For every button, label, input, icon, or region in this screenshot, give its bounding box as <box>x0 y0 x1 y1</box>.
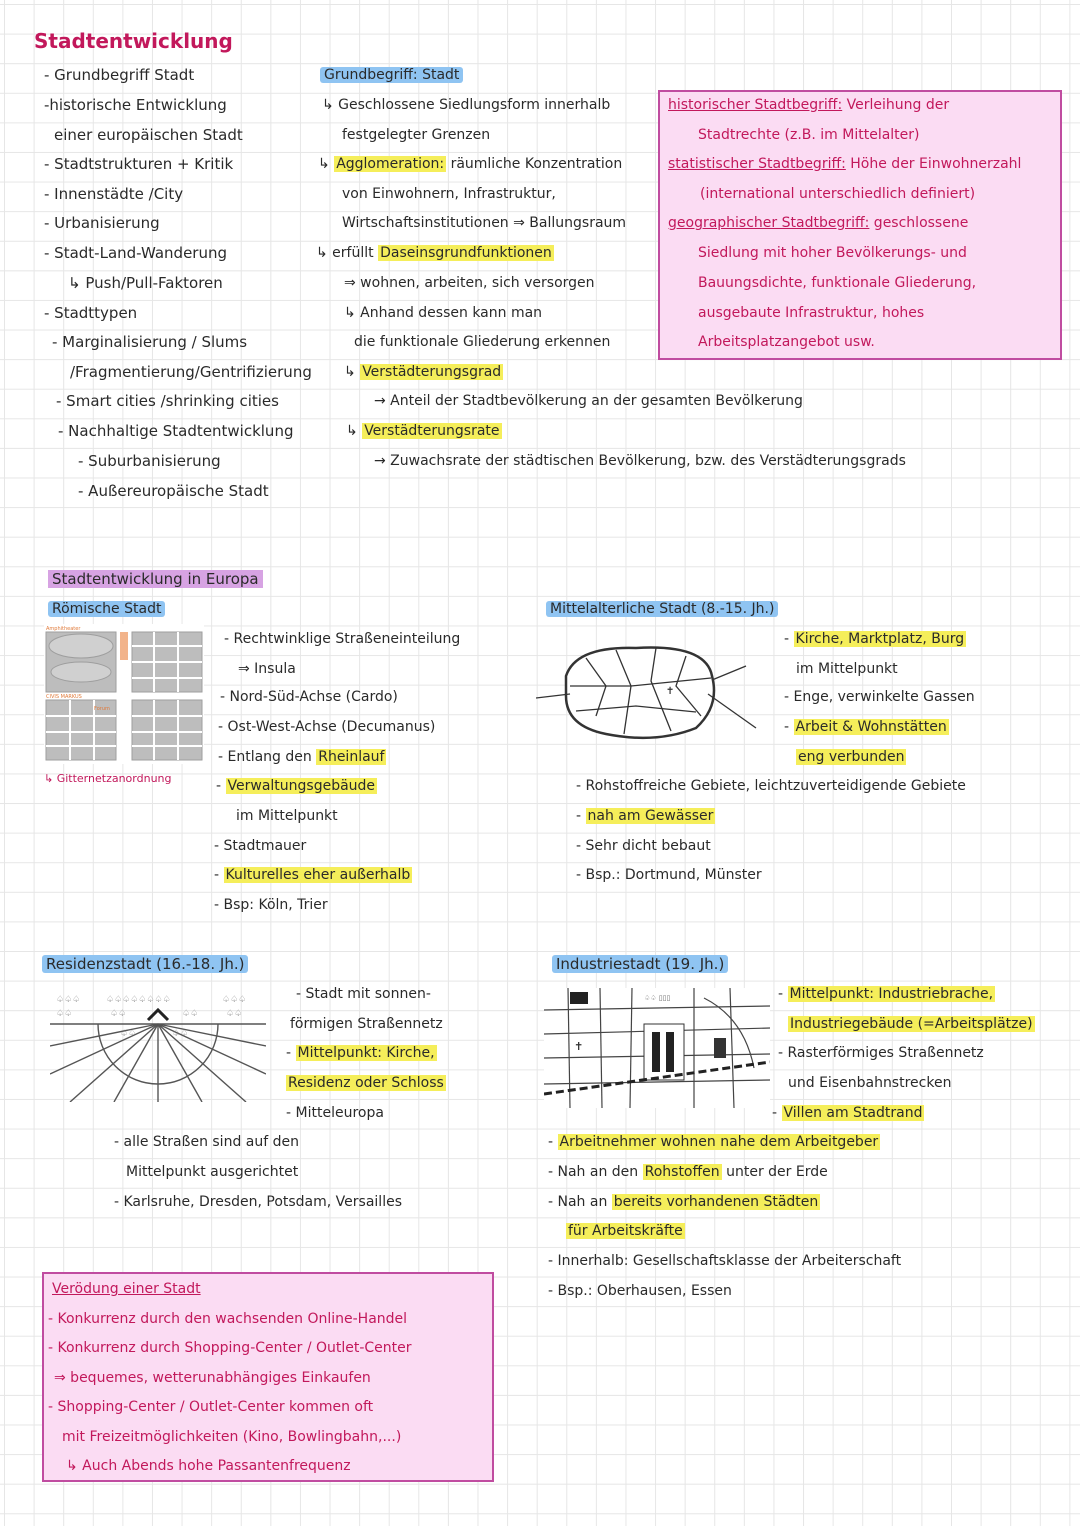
map-caption: ↳ Gitternetzanordnung <box>44 772 172 785</box>
text-line: - Rechtwinklige Straßeneinteilung <box>224 631 461 647</box>
svg-text:♤♤: ♤♤ <box>120 1029 137 1039</box>
text-line: → Zuwachsrate der städtischen Bevölkerung, bzw. des Verstädterungsgrads <box>374 453 906 469</box>
text-line: mit Freizeitmöglichkeiten (Kino, Bowlingbahn,...) <box>62 1429 402 1445</box>
text-line: und Eisenbahnstrecken <box>788 1075 952 1091</box>
text-line: - Konkurrenz durch Shopping-Center / Outlet-Center <box>48 1340 412 1356</box>
text-line: für Arbeitskräfte <box>568 1223 683 1239</box>
text-line: - Sehr dicht bebaut <box>576 838 711 854</box>
text-line: - Innerhalb: Gesellschaftsklasse der Arbeiterschaft <box>548 1253 902 1269</box>
text-line: ⇒ Insula <box>238 661 296 677</box>
text-line: - Kirche, Marktplatz, Burg <box>784 631 965 647</box>
text-line: im Mittelpunkt <box>236 808 338 824</box>
text-line: ⇒ bequemes, wetterunabhängiges Einkaufen <box>54 1370 371 1386</box>
text-line: ↳ Auch Abends hohe Passantenfrequenz <box>66 1458 351 1474</box>
text-line: - Nah an den Rohstoffen unter der Erde <box>548 1164 828 1180</box>
list-item: - Innenstädte /City <box>44 185 184 203</box>
text-line: Wirtschaftsinstitutionen ⇒ Ballungsraum <box>342 215 627 231</box>
text-line: - Nah an bereits vorhandenen Städten <box>548 1194 819 1210</box>
svg-text:♤♤: ♤♤ <box>110 1009 127 1019</box>
text-line: - Nord-Süd-Achse (Cardo) <box>220 689 398 705</box>
text-line: festgelegter Grenzen <box>342 127 491 143</box>
text-line: ↳ Agglomeration: räumliche Konzentration <box>318 156 623 172</box>
list-item: - Smart cities /shrinking cities <box>56 392 279 410</box>
text-line: förmigen Straßennetz <box>290 1016 443 1032</box>
list-item: - Marginalisierung / Slums <box>52 333 248 351</box>
text-line: Bauungsdichte, funktionale Gliederung, <box>698 275 977 291</box>
text-line: - Kulturelles eher außerhalb <box>214 867 411 883</box>
text-line: Residenz oder Schloss <box>288 1075 444 1091</box>
text-line: - Karlsruhe, Dresden, Potsdam, Versailles <box>114 1194 402 1210</box>
text-line: - Enge, verwinkelte Gassen <box>784 689 975 705</box>
list-item: - Grundbegriff Stadt <box>44 66 195 84</box>
text-line: eng verbunden <box>798 749 905 765</box>
text-line: - Mittelpunkt: Industriebrache, <box>778 986 994 1002</box>
text-line: ↳ Verstädterungsrate <box>346 423 500 439</box>
industrial-city-map-icon <box>544 988 770 1108</box>
text-line: ausgebaute Infrastruktur, hohes <box>698 305 925 321</box>
text-line: - Villen am Stadtrand <box>772 1105 923 1121</box>
text-line: - Rohstoffreiche Gebiete, leichtzuverteidigende Gebiete <box>576 778 966 794</box>
section-heading: Mittelalterliche Stadt (8.-15. Jh.) <box>546 600 778 618</box>
text-line: statistischer Stadtbegriff: Höhe der Einwohnerzahl <box>668 156 1022 172</box>
text-line: Mittelpunkt ausgerichtet <box>126 1164 299 1180</box>
text-line: ↳ erfüllt Daseinsgrundfunktionen <box>316 245 552 261</box>
list-item: - Außereuropäische Stadt <box>78 482 269 500</box>
svg-text:♤♤: ♤♤ <box>226 1009 243 1019</box>
text-line: → Anteil der Stadtbevölkerung an der gesamten Bevölkerung <box>374 393 803 409</box>
text-line: - Stadt mit sonnen- <box>296 986 431 1002</box>
text-line: Stadtrechte (z.B. im Mittelalter) <box>698 127 920 143</box>
list-item: - Urbanisierung <box>44 214 160 232</box>
svg-text:✝: ✝ <box>666 686 675 697</box>
list-item: /Fragmentierung/Gentrifizierung <box>70 363 312 381</box>
text-line: - Stadtmauer <box>214 838 307 854</box>
text-line: - Verwaltungsgebäude <box>216 778 376 794</box>
list-item: - Nachhaltige Stadtentwicklung <box>58 422 294 440</box>
text-line: historischer Stadtbegriff: Verleihung der <box>668 97 950 113</box>
svg-text:♤♤♤: ♤♤♤ <box>222 995 247 1005</box>
section-heading: Grundbegriff: Stadt <box>320 66 463 84</box>
text-line: - Konkurrenz durch den wachsenden Online-Handel <box>48 1311 408 1327</box>
map-label: Amphitheater <box>46 626 81 632</box>
text-line: die funktionale Gliederung erkennen <box>354 334 611 350</box>
text-line: - Arbeit & Wohnstätten <box>784 719 947 735</box>
text-line: - Bsp.: Dortmund, Münster <box>576 867 762 883</box>
section-heading: Stadtentwicklung in Europa <box>48 570 263 588</box>
text-line: ↳ Geschlossene Siedlungsform innerhalb <box>322 97 611 113</box>
svg-text:♤♤: ♤♤ <box>182 1009 199 1019</box>
text-line: Arbeitsplatzangebot usw. <box>698 334 875 350</box>
map-label: Forum <box>94 706 110 712</box>
text-line: geographischer Stadtbegriff: geschlossene <box>668 215 969 231</box>
list-item: -historische Entwicklung <box>44 96 227 114</box>
text-line: - Arbeitnehmer wohnen nahe dem Arbeitgeber <box>548 1134 879 1150</box>
list-item: - Stadt-Land-Wanderung <box>44 244 227 262</box>
list-item: - Stadtstrukturen + Kritik <box>44 155 234 173</box>
text-line: - Bsp.: Oberhausen, Essen <box>548 1283 732 1299</box>
svg-text:♤♤: ♤♤ <box>172 1029 189 1039</box>
text-line: (international unterschiedlich definiert) <box>700 186 976 202</box>
text-line: ↳ Verstädterungsgrad <box>344 364 502 380</box>
list-item: einer europäischen Stadt <box>54 126 243 144</box>
text-line: - nah am Gewässer <box>576 808 714 824</box>
text-line: - Bsp: Köln, Trier <box>214 897 328 913</box>
list-item: - Suburbanisierung <box>78 452 221 470</box>
text-line: im Mittelpunkt <box>796 661 898 677</box>
svg-text:✝: ✝ <box>574 1040 584 1053</box>
text-line: von Einwohnern, Infrastruktur, <box>342 186 556 202</box>
section-heading: Römische Stadt <box>48 600 165 618</box>
text-line: ↳ Anhand dessen kann man <box>344 305 543 321</box>
svg-text:♤♤ ▯▯▯: ♤♤ ▯▯▯ <box>644 994 671 1002</box>
section-heading: Verödung einer Stadt <box>52 1281 201 1297</box>
page-title: Stadtentwicklung <box>34 29 233 53</box>
text-line: Industriegebäude (=Arbeitsplätze) <box>790 1016 1033 1032</box>
medieval-city-map-icon <box>536 636 772 748</box>
svg-text:♤♤♤♤♤♤♤♤: ♤♤♤♤♤♤♤♤ <box>106 995 171 1005</box>
svg-text:♤♤: ♤♤ <box>56 1009 73 1019</box>
svg-text:♤♤♤: ♤♤♤ <box>56 995 81 1005</box>
residence-city-map-icon <box>50 990 266 1102</box>
text-line: - Entlang den Rheinlauf <box>218 749 385 765</box>
text-line: - alle Straßen sind auf den <box>114 1134 299 1150</box>
text-line: ⇒ wohnen, arbeiten, sich versorgen <box>344 275 595 291</box>
text-line: Siedlung mit hoher Bevölkerungs- und <box>698 245 967 261</box>
list-item: ↳ Push/Pull-Faktoren <box>68 274 223 292</box>
map-label: CIVIS MARKUS <box>46 694 82 700</box>
section-heading: Residenzstadt (16.-18. Jh.) <box>42 955 248 973</box>
text-line: - Shopping-Center / Outlet-Center kommen oft <box>48 1399 374 1415</box>
roman-city-map-icon <box>44 624 204 764</box>
text-line: - Ost-West-Achse (Decumanus) <box>218 719 436 735</box>
text-line: - Mitteleuropa <box>286 1105 384 1121</box>
text-line: - Rasterförmiges Straßennetz <box>778 1045 984 1061</box>
list-item: - Stadttypen <box>44 304 138 322</box>
section-heading: Industriestadt (19. Jh.) <box>552 955 728 973</box>
text-line: - Mittelpunkt: Kirche, <box>286 1045 435 1061</box>
